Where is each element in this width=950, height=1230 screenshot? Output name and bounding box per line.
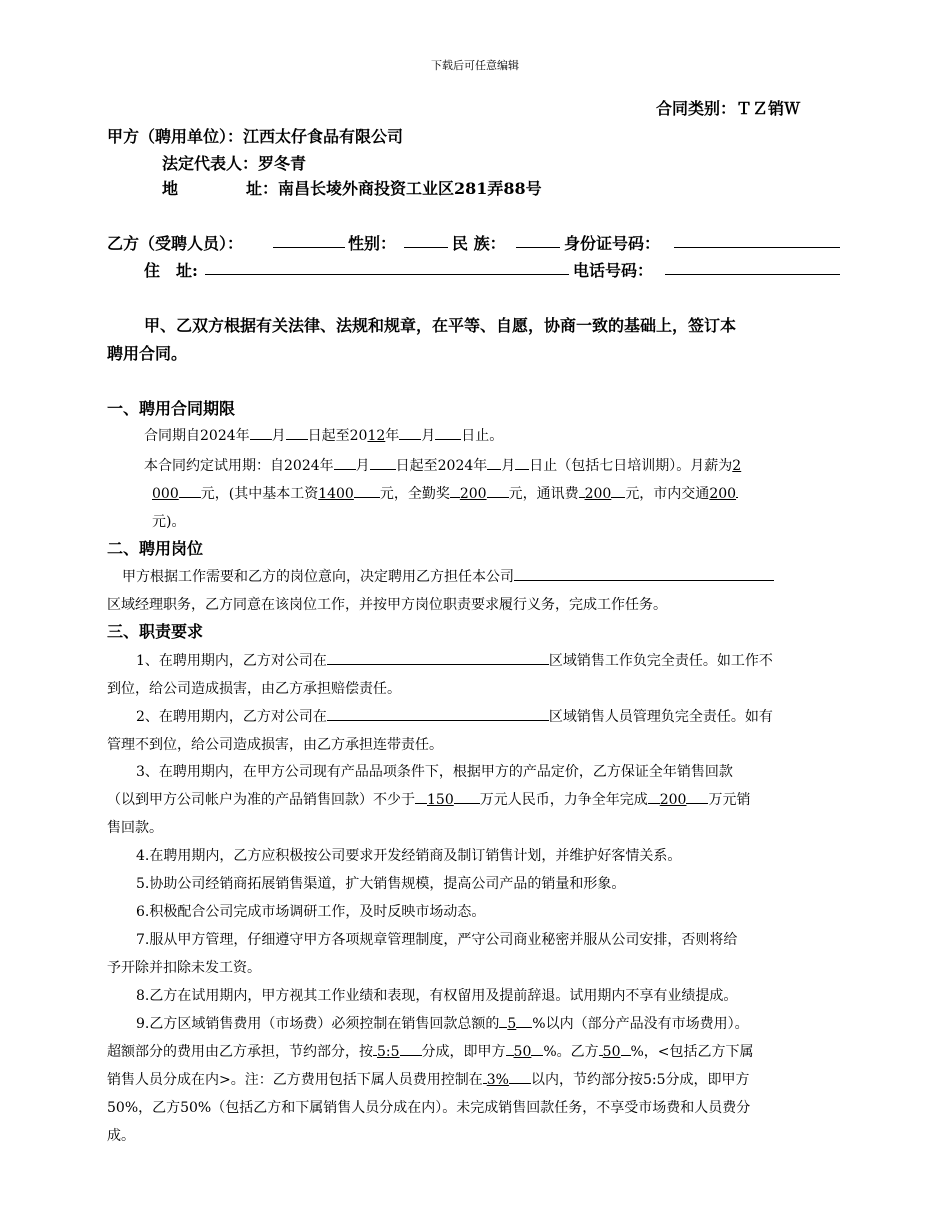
party-a-addr-label: 地 <box>162 179 179 198</box>
position-line-2: 区域经理职务，乙方同意在该岗位工作，并按甲方岗位职责要求履行义务，完成工作任务。 <box>107 597 667 613</box>
party-b-ethnic-blank[interactable] <box>516 232 560 248</box>
duty-3-line-1: 3、在聘用期内，在甲方公司现有产品品项条件下，根据甲方的产品定价，乙方保证全年销售回款 <box>136 764 733 780</box>
duty-9-line-5: 成。 <box>107 1128 135 1144</box>
duty-8: 8.乙方在试用期内，甲方视其工作业绩和表现，有权留用及提前辞退。试用期内不享有业绩提成。 <box>136 988 738 1004</box>
intro-line-1: 甲、乙双方根据有关法律、法规和规章，在平等、自愿，协商一致的基础上，签订本 <box>144 316 737 335</box>
duty-9-line-3: 销售人员分成在内>。注：乙方费用包括下属人员费用控制在 3% 以内，节约部分按5:5分成，即甲方 <box>107 1069 749 1089</box>
party-a-rep: 法定代表人：罗冬青 <box>162 154 307 173</box>
party-b-phone-blank[interactable] <box>665 259 840 275</box>
party-b-gender-blank[interactable] <box>404 232 448 248</box>
duty-7-line-2: 予开除并扣除未发工资。 <box>107 960 261 976</box>
position-line-1: 甲方根据工作需要和乙方的岗位意向，决定聘用乙方担任本公司 <box>122 566 774 586</box>
salary-line-end: 元)。 <box>152 514 186 530</box>
header-note: 下载后可任意编辑 <box>431 59 519 72</box>
duty-2-line-1: 2、在聘用期内，乙方对公司在 区域销售人员管理负完全责任。如有 <box>136 706 773 726</box>
party-b-label: 乙方（受聘人员）： <box>107 234 244 253</box>
intro-line-2: 聘用合同。 <box>107 344 188 363</box>
party-b-gender-label: 性别： <box>348 234 397 253</box>
party-b-phone-label: 电话号码： <box>573 261 654 280</box>
duty-3-line-3: 售回款。 <box>107 820 163 836</box>
party-b-addr-label: 住 址: <box>144 261 198 280</box>
duty-9-line-4: 50%，乙方50%（包括乙方和下属销售人员分成在内）。未完成销售回款任务，不享受市场费和人员费分 <box>107 1100 751 1116</box>
duty-5: 5.协助公司经销商拓展销售渠道，扩大销售规模，提高公司产品的销量和形象。 <box>136 876 626 892</box>
party-b-id-label: 身份证号码： <box>564 234 661 253</box>
party-b-addr-blank[interactable] <box>205 259 569 275</box>
duty-4: 4.在聘用期内，乙方应积极按公司要求开发经销商及制订销售计划，并维护好客情关系。 <box>136 848 682 864</box>
probation-line: 本合同约定试用期：自2024年 月 日起至2024年 月 日止（包括七日培训期）。月薪为2 <box>144 455 741 475</box>
contract-type: 合同类别：ＴＺ销Ｗ <box>656 99 801 118</box>
duty-1-line-1: 1、在聘用期内，乙方对公司在 区域销售工作负完全责任。如工作不 <box>136 650 773 670</box>
duty-2-line-2: 管理不到位，给公司造成损害，由乙方承担连带责任。 <box>107 737 443 753</box>
duty-9-line-2: 超额部分的费用由乙方承担，节约部分，按 5:5 分成，即甲方 50 %。乙方 50 %，<包括乙方下属 <box>107 1041 754 1061</box>
party-a-address: 址：南昌长堎外商投资工业区281弄88号 <box>246 179 542 198</box>
party-a-title: 甲方（聘用单位）：江西太仔食品有限公司 <box>107 127 404 146</box>
duty-3-line-2: （以到甲方公司帐户为准的产品销售回款）不少于 150 万元人民币，力争全年完成 200 万元销 <box>107 789 750 809</box>
duty-9-line-1: 9.乙方区域销售费用（市场费）必须控制在销售回款总额的 5 %以内（部分产品没有市场费用）。 <box>136 1013 749 1033</box>
section-1-heading: 一、聘用合同期限 <box>107 399 236 418</box>
party-b-id-blank[interactable] <box>674 232 840 248</box>
duty-7-line-1: 7.服从甲方管理，仔细遵守甲方各项规章管理制度，严守公司商业秘密并服从公司安排，否则将给 <box>136 932 738 948</box>
salary-line: 000 元，(其中基本工资1400 元，全勤奖 200 元，通讯费 200 元，市内交通200 <box>152 483 738 503</box>
duty-6: 6.积极配合公司完成市场调研工作，及时反映市场动态。 <box>136 904 486 920</box>
duty-1-line-2: 到位，给公司造成损害，由乙方承担赔偿责任。 <box>107 681 401 697</box>
term-line: 合同期自2024年 月 日起至2012年 月 日止。 <box>144 425 503 445</box>
section-3-heading: 三、职责要求 <box>107 622 204 641</box>
party-b-ethnic-label: 民 族： <box>452 234 506 253</box>
section-2-heading: 二、聘用岗位 <box>107 539 204 558</box>
party-b-name-blank[interactable] <box>273 232 345 248</box>
